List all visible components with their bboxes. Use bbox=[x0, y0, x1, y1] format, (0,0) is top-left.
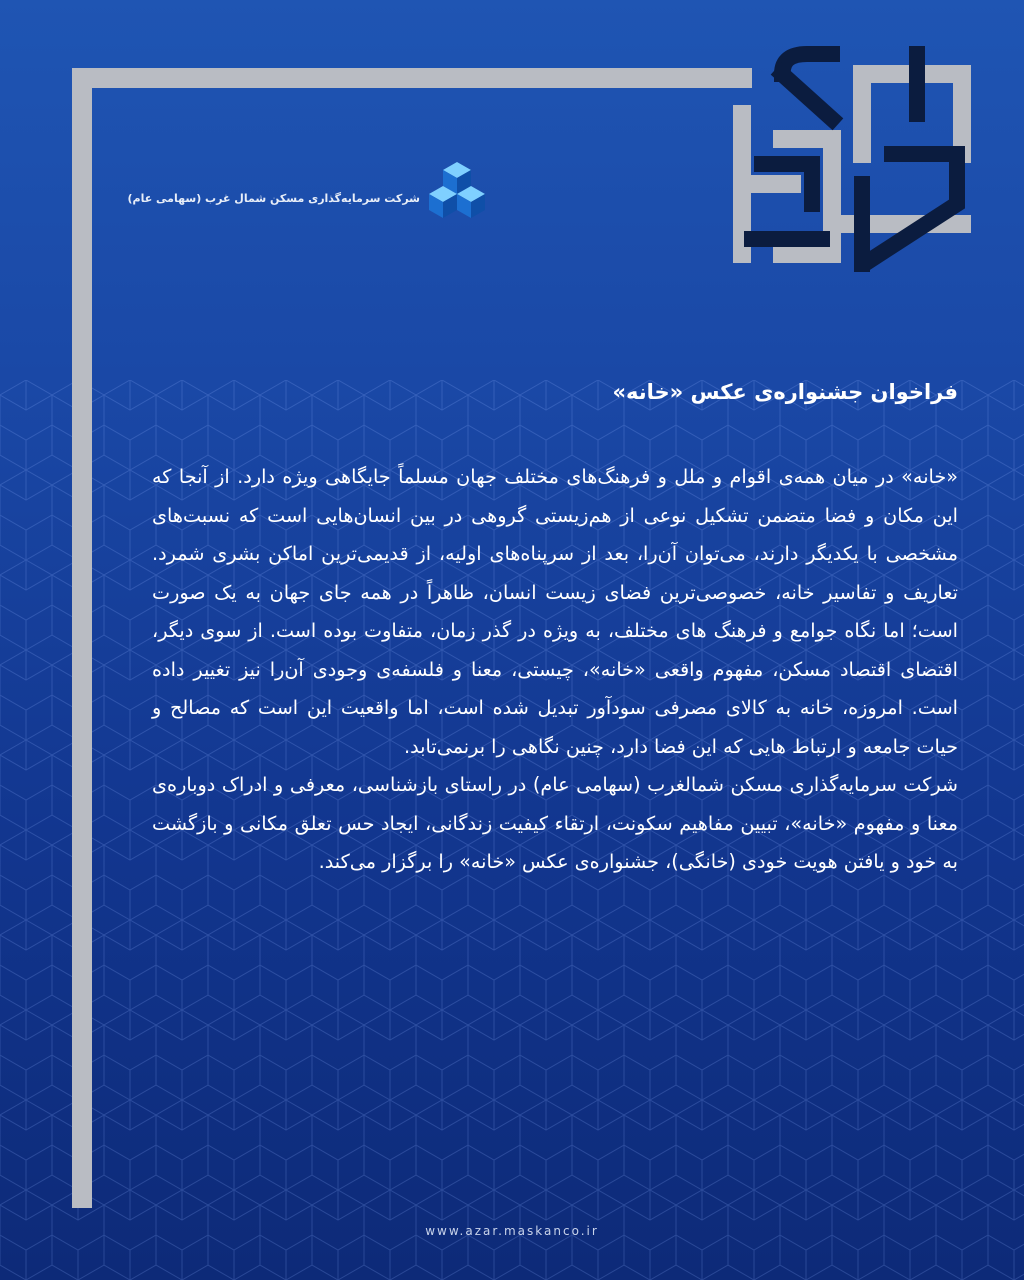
body-text bbox=[152, 458, 958, 882]
body-paragraph-2: شرکت سرمایه‌گذاری مسکن شمالغرب (سهامی عام) در راستای بازشناسی، معرفی و ادراک دوباره‌ی معنا و مفهوم «خانه»، تبیین مفاهیم سکونت، ارتقاء کیفیت زندگانی، ایجاد حس تعلق مکانی و بازگشت به خود و یافتن هویت خودی (خانگی)، جشنواره‌ی عکس «خانه» را برگزار می‌کند. bbox=[152, 773, 958, 873]
frame-left-bar bbox=[72, 68, 92, 1208]
body-paragraph-1: «خانه» در میان همه‌ی اقوام و ملل و فرهنگ‌های مختلف جهان مسلماً جایگاهی ویژه دارد. از آنجا که این مکان و فضا متضمن تشکیل نوعی از هم‌زیستی گروهی در بین انسان‌هایی است که نسبت‌های مشخصی با یکدیگر دارند، می‌توان آن‌را، بعد از سرپناه‌های اولیه، از قدیمی‌ترین اماکن بشری شمرد. تعاریف و تفاسیر خانه، خصوصی‌ترین فضای زیست انسان، ظاهراً در همه جای جهان به یک صورت است؛ اما نگاه جوامع و فرهنگ های مختلف، به ویژه در گذر زمان، متفاوت بوده است. از سوی دیگر، اقتضای اقتصاد مسکن، مفهوم واقعی «خانه»، چیستی، معنا و فلسفه‌ی وجودی آن‌را نیز تغییر داده است. امروزه، خانه به کالای مصرفی سودآور تبدیل شده است، اما واقعیت این است که مصالح و حیات جامعه و ارتباط هایی که این فضا دارد، چنین نگاهی را برنمی‌تابد. bbox=[152, 465, 958, 758]
frame-top-bar bbox=[72, 68, 752, 88]
page-title: فراخوان جشنواره‌ی عکس «خانه» bbox=[612, 380, 958, 404]
company-logo bbox=[127, 160, 500, 230]
cubes-icon bbox=[424, 160, 490, 226]
company-name: شرکت سرمایه‌گذاری مسکن شمال غرب (سهامی عام) bbox=[127, 192, 420, 205]
khaneh-logo-mark bbox=[722, 44, 972, 274]
website-url[interactable]: www.azar.maskanco.ir bbox=[425, 1224, 599, 1238]
